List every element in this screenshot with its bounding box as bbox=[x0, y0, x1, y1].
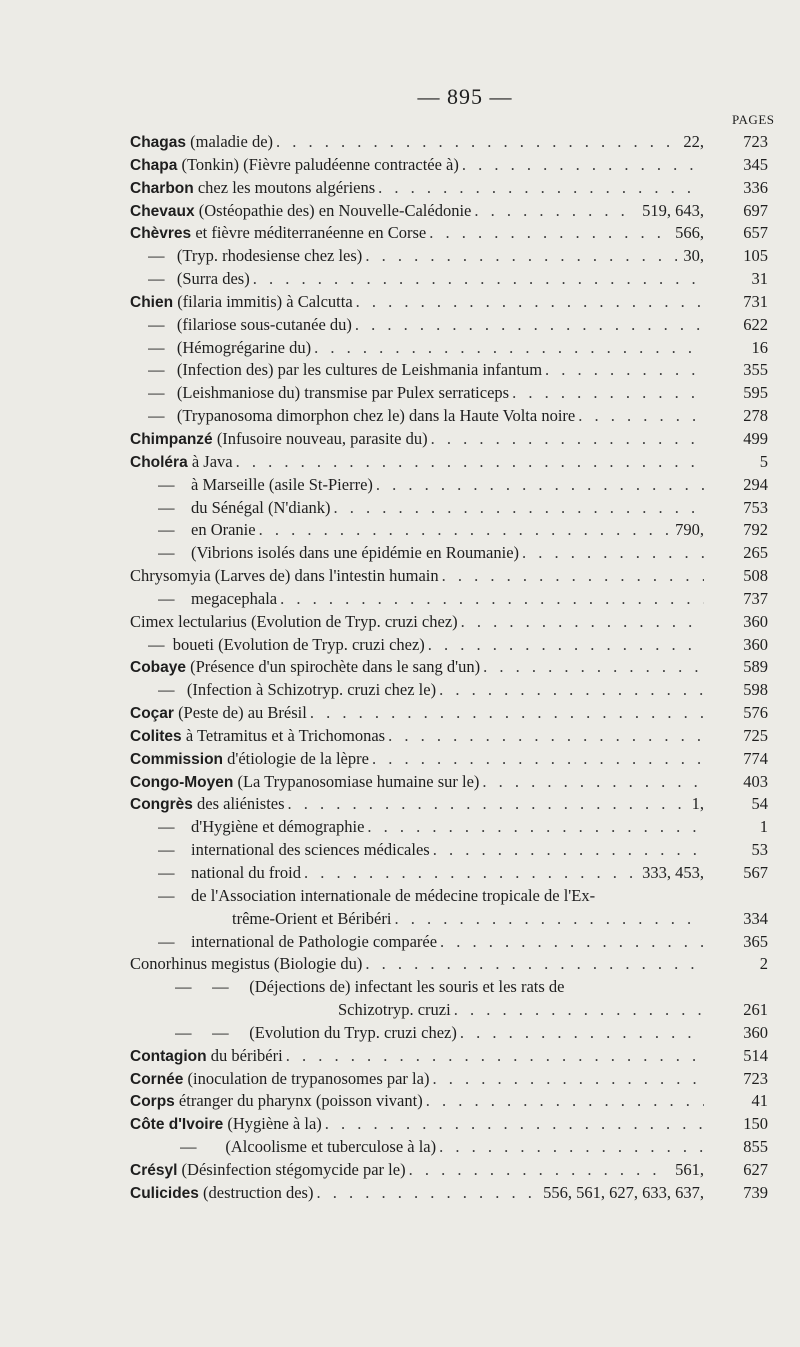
dot-leader bbox=[426, 1090, 704, 1113]
entry-text-line bbox=[175, 1022, 704, 1045]
entry-description: (Présence d'un spirochète dans le sang d'un) bbox=[186, 657, 481, 677]
entry-page-number: 53 bbox=[751, 840, 768, 860]
index-entry bbox=[0, 565, 800, 588]
entry-page-number: 261 bbox=[743, 1000, 768, 1020]
entry-description: — (Leishmaniose du) transmise par Pulex serraticeps bbox=[148, 383, 510, 403]
entry-description: (filaria immitis) à Calcutta bbox=[173, 291, 353, 311]
dot-leader bbox=[409, 1159, 704, 1182]
entry-text-line bbox=[130, 154, 704, 178]
entry-page-number: 723 bbox=[743, 132, 768, 151]
index-entry bbox=[0, 1068, 800, 1091]
entry-page-number: 105 bbox=[743, 246, 768, 266]
entry-text-line bbox=[232, 908, 704, 931]
index-entry bbox=[0, 451, 800, 474]
entry-keyword: Chèvres bbox=[130, 225, 192, 243]
entry-keyword: Charbon bbox=[130, 179, 194, 197]
index-entry bbox=[0, 519, 800, 542]
entry-description: d'étiologie de la lèpre bbox=[223, 748, 369, 768]
index-entry bbox=[0, 839, 800, 862]
entry-text-line bbox=[158, 839, 704, 862]
entry-description: — — (Evolution du Tryp. cruzi chez) bbox=[175, 1022, 457, 1042]
dot-leader bbox=[388, 725, 704, 748]
entry-description: — (Surra des) bbox=[148, 269, 250, 289]
entry-page-number: 774 bbox=[743, 748, 768, 768]
entry-references: 333, 453, bbox=[636, 862, 704, 885]
index-entry bbox=[0, 1113, 800, 1136]
entry-description: Schizotryp. cruzi bbox=[338, 1000, 451, 1020]
index-entry bbox=[0, 656, 800, 679]
entry-description: Conorhinus megistus (Biologie du) bbox=[130, 954, 363, 974]
dot-leader bbox=[428, 634, 704, 657]
index-entry bbox=[0, 588, 800, 611]
entry-page-number: 365 bbox=[743, 931, 768, 951]
dot-leader bbox=[461, 611, 704, 634]
entry-description: Cimex lectularius (Evolution de Tryp. cruzi chez) bbox=[130, 611, 458, 631]
dot-leader bbox=[280, 588, 704, 611]
entry-references: 561, bbox=[669, 1159, 704, 1182]
dot-leader bbox=[286, 1045, 704, 1068]
entry-references: 566, bbox=[669, 222, 704, 245]
entry-page-number: 334 bbox=[743, 908, 768, 928]
index-entry bbox=[0, 634, 800, 657]
entry-text-line bbox=[130, 1090, 704, 1114]
dot-leader bbox=[482, 771, 704, 794]
entry-keyword: Colites bbox=[130, 727, 182, 745]
entry-text-line bbox=[158, 497, 704, 520]
index-entry bbox=[0, 542, 800, 565]
entry-text-line bbox=[148, 405, 704, 428]
index-entry bbox=[0, 497, 800, 520]
entry-page-number: 622 bbox=[743, 314, 768, 334]
entry-text-line bbox=[158, 588, 704, 611]
index-entry bbox=[0, 382, 800, 405]
entry-text-line bbox=[130, 725, 704, 749]
entry-keyword: Chimpanzé bbox=[130, 430, 213, 448]
entry-keyword: Choléra bbox=[130, 453, 188, 471]
entry-description: — national du froid bbox=[158, 863, 301, 882]
entry-page-number: 31 bbox=[751, 269, 768, 289]
dot-leader bbox=[378, 177, 704, 200]
entry-page-number: 360 bbox=[743, 634, 768, 654]
entry-text-line bbox=[130, 565, 704, 588]
entry-description: — (filariose sous-cutanée du) bbox=[148, 314, 352, 334]
entry-page-number: 150 bbox=[743, 1114, 768, 1134]
entry-page-number: 567 bbox=[743, 863, 768, 882]
entry-page-number: 360 bbox=[743, 611, 768, 631]
entry-keyword: Crésyl bbox=[130, 1161, 178, 1179]
entry-text-line bbox=[158, 519, 704, 542]
entry-page-number: 725 bbox=[743, 725, 768, 745]
entry-page-number: 336 bbox=[743, 177, 768, 197]
entry-text-line bbox=[148, 382, 704, 405]
dot-leader bbox=[310, 702, 704, 725]
entry-keyword: Culicides bbox=[130, 1184, 199, 1202]
dot-leader bbox=[545, 359, 704, 382]
entry-page-number: 345 bbox=[743, 154, 768, 174]
index-entry bbox=[0, 1045, 800, 1068]
entry-description: (Tonkin) (Fièvre paludéenne contractée à) bbox=[177, 154, 459, 174]
entry-page-number: 278 bbox=[743, 406, 768, 426]
dot-leader bbox=[483, 656, 704, 679]
entry-text-line bbox=[130, 702, 704, 726]
index-entry bbox=[0, 359, 800, 382]
entry-text-line bbox=[158, 862, 704, 885]
index-entry bbox=[0, 748, 800, 771]
entry-references: 22, bbox=[677, 131, 704, 154]
entry-keyword: Contagion bbox=[130, 1047, 207, 1065]
entry-keyword: Corps bbox=[130, 1093, 175, 1111]
entry-description: (Hygiène à la) bbox=[223, 1114, 322, 1134]
index-entry bbox=[0, 154, 800, 177]
entry-description: des aliénistes bbox=[192, 794, 285, 814]
entry-keyword: Congo-Moyen bbox=[130, 773, 234, 791]
entry-references: 30, bbox=[677, 245, 704, 268]
index-entry bbox=[0, 245, 800, 268]
dot-leader bbox=[440, 931, 704, 954]
dot-leader bbox=[522, 542, 704, 565]
entry-description: (La Trypanosomiase humaine sur le) bbox=[233, 771, 480, 791]
entry-description: (inoculation de trypanosomes par la) bbox=[183, 1068, 430, 1088]
dot-leader bbox=[236, 451, 704, 474]
entry-page-number: 731 bbox=[743, 291, 768, 311]
dot-leader bbox=[394, 908, 704, 931]
entry-references: 1, bbox=[686, 793, 704, 816]
dot-leader bbox=[578, 405, 704, 428]
index-entry bbox=[0, 679, 800, 702]
entry-text-line bbox=[148, 268, 704, 291]
dot-leader bbox=[314, 337, 704, 360]
entry-page-number: 855 bbox=[743, 1137, 768, 1157]
entry-references: 790, bbox=[669, 519, 704, 542]
entry-text-line bbox=[338, 999, 704, 1022]
pages-column-header: PAGES bbox=[732, 112, 775, 127]
entry-description: — d'Hygiène et démographie bbox=[158, 817, 365, 837]
index-entry bbox=[0, 291, 800, 314]
entry-keyword: Cornée bbox=[130, 1070, 184, 1088]
index-entry bbox=[0, 337, 800, 360]
dot-leader bbox=[355, 314, 704, 337]
dot-leader bbox=[253, 268, 704, 291]
entry-text-line bbox=[130, 177, 704, 201]
entry-text-line bbox=[158, 816, 704, 839]
index-entry bbox=[0, 268, 800, 291]
entry-keyword: Côte d'Ivoire bbox=[130, 1116, 224, 1134]
dot-leader bbox=[442, 565, 704, 588]
dot-leader bbox=[431, 428, 704, 451]
entry-page-number: 41 bbox=[751, 1091, 768, 1111]
index-entry bbox=[0, 1022, 800, 1045]
entry-text-line bbox=[148, 314, 704, 337]
entry-keyword: Congrès bbox=[130, 796, 193, 814]
entry-text-line bbox=[158, 885, 704, 908]
entry-description: — (Infection à Schizotryp. cruzi chez le) bbox=[158, 680, 437, 700]
entry-page-number: 598 bbox=[743, 680, 768, 700]
entry-references: 519, 643, bbox=[636, 200, 704, 223]
entry-text-line bbox=[130, 793, 704, 817]
entry-description: — (Alcoolisme et tuberculose à la) bbox=[180, 1137, 437, 1157]
dot-leader bbox=[259, 519, 704, 542]
entry-page-number: 739 bbox=[743, 1182, 768, 1202]
entry-page-number: 589 bbox=[743, 657, 768, 677]
index-entry bbox=[0, 885, 800, 908]
entry-page-number: 792 bbox=[743, 520, 768, 540]
dot-leader bbox=[376, 474, 704, 497]
index-entry bbox=[0, 999, 800, 1022]
entry-text-line bbox=[130, 451, 704, 475]
entry-keyword: Chevaux bbox=[130, 202, 195, 220]
entry-page-number: 508 bbox=[743, 566, 768, 586]
index-entry bbox=[0, 862, 800, 885]
entry-keyword: Cobaye bbox=[130, 659, 186, 677]
entry-keyword: Chapa bbox=[130, 156, 178, 174]
entry-description: — de l'Association internationale de médecine tropicale de l'Ex- bbox=[158, 885, 596, 905]
page-number: — 895 — bbox=[417, 84, 513, 109]
index-entry bbox=[0, 131, 800, 154]
entry-text-line bbox=[130, 953, 704, 976]
entry-text-line bbox=[148, 359, 704, 382]
dot-leader bbox=[439, 1136, 704, 1159]
index-entry bbox=[0, 953, 800, 976]
index-entry bbox=[0, 702, 800, 725]
entry-description: (maladie de) bbox=[186, 132, 274, 151]
dot-leader bbox=[276, 131, 704, 154]
index-entry bbox=[0, 200, 800, 223]
dot-leader bbox=[429, 222, 704, 245]
entry-text-line bbox=[130, 200, 704, 224]
entry-description: (Infusoire nouveau, parasite du) bbox=[212, 428, 428, 448]
entry-description: étranger du pharynx (poisson vivant) bbox=[174, 1091, 423, 1111]
entry-page-number: 54 bbox=[751, 794, 768, 814]
entry-description: — megacephala bbox=[158, 588, 278, 608]
entry-text-line bbox=[130, 131, 704, 155]
dot-leader bbox=[334, 497, 704, 520]
entry-page-number: 265 bbox=[743, 543, 768, 563]
entry-description: Chrysomyia (Larves de) dans l'intestin humain bbox=[130, 566, 439, 586]
entry-page-number: 697 bbox=[743, 200, 768, 220]
entry-text-line bbox=[158, 679, 704, 702]
dot-leader bbox=[462, 154, 704, 177]
entry-description: à Java bbox=[187, 451, 233, 471]
entry-text-line bbox=[130, 222, 704, 246]
index-entry bbox=[0, 177, 800, 200]
index-entries bbox=[0, 131, 800, 1205]
entry-page-number: 576 bbox=[743, 703, 768, 723]
entry-text-line bbox=[130, 291, 704, 315]
entry-keyword: Commission bbox=[130, 750, 224, 768]
index-entry bbox=[0, 793, 800, 816]
entry-description: — boueti (Evolution de Tryp. cruzi chez) bbox=[148, 634, 425, 654]
entry-description: trême-Orient et Béribéri bbox=[232, 908, 392, 928]
dot-leader bbox=[325, 1113, 704, 1136]
entry-page-number: 1 bbox=[759, 817, 768, 837]
entry-page-number: 723 bbox=[743, 1068, 768, 1088]
entry-keyword: Chagas bbox=[130, 134, 186, 151]
entry-text-line bbox=[158, 542, 704, 565]
entry-description: — (Hémogrégarine du) bbox=[148, 337, 312, 357]
entry-text-line bbox=[180, 1136, 704, 1159]
entry-page-number: 627 bbox=[743, 1159, 768, 1179]
entry-description: — international des sciences médicales bbox=[158, 840, 430, 860]
entry-page-number: 753 bbox=[743, 497, 768, 517]
entry-page-number: 737 bbox=[743, 588, 768, 608]
dot-leader bbox=[512, 382, 704, 405]
entry-references: 556, 561, 627, 633, 637, bbox=[537, 1182, 704, 1205]
entry-keyword: Coçar bbox=[130, 705, 174, 723]
entry-description: à Tetramitus et à Trichomonas bbox=[181, 725, 386, 745]
dot-leader bbox=[288, 793, 704, 816]
entry-text-line bbox=[130, 771, 704, 795]
entry-page-number: 514 bbox=[743, 1045, 768, 1065]
entry-description: (Ostéopathie des) en Nouvelle-Calédonie bbox=[194, 200, 472, 220]
entry-page-number: 2 bbox=[759, 954, 768, 974]
entry-description: — (Tryp. rhodesiense chez les) bbox=[148, 246, 363, 266]
index-entry bbox=[0, 1090, 800, 1113]
entry-description: — (Vibrions isolés dans une épidémie en Roumanie) bbox=[158, 543, 520, 563]
entry-text-line bbox=[130, 748, 704, 772]
entry-page-number: 403 bbox=[743, 771, 768, 791]
entry-text-line bbox=[158, 474, 704, 497]
entry-text-line bbox=[130, 1045, 704, 1069]
entry-text-line bbox=[130, 1113, 704, 1137]
entry-text-line bbox=[148, 245, 704, 268]
index-entry bbox=[0, 816, 800, 839]
entry-page-number: 499 bbox=[743, 428, 768, 448]
entry-page-number: 657 bbox=[743, 223, 768, 243]
entry-description: (Peste de) au Brésil bbox=[173, 703, 307, 723]
dot-leader bbox=[365, 953, 704, 976]
index-entry bbox=[0, 1159, 800, 1182]
entry-text-line bbox=[130, 1159, 704, 1183]
index-entry bbox=[0, 405, 800, 428]
entry-description: — international de Pathologie comparée bbox=[158, 931, 438, 951]
entry-page-number: 355 bbox=[743, 360, 768, 380]
entry-text-line bbox=[130, 1068, 704, 1092]
entry-text-line bbox=[148, 337, 704, 360]
index-entry bbox=[0, 771, 800, 794]
index-entry bbox=[0, 931, 800, 954]
index-entry bbox=[0, 474, 800, 497]
dot-leader bbox=[365, 245, 704, 268]
index-entry bbox=[0, 976, 800, 999]
dot-leader bbox=[372, 748, 704, 771]
entry-description: (destruction des) bbox=[198, 1182, 314, 1202]
dot-leader bbox=[460, 1022, 704, 1045]
index-entry bbox=[0, 428, 800, 451]
entry-page-number: 5 bbox=[759, 451, 768, 471]
entry-text-line bbox=[130, 611, 704, 634]
entry-page-number: 16 bbox=[751, 337, 768, 357]
entry-description: — du Sénégal (N'diank) bbox=[158, 497, 331, 517]
index-entry bbox=[0, 908, 800, 931]
entry-text-line bbox=[130, 428, 704, 452]
entry-text-line bbox=[130, 656, 704, 680]
dot-leader bbox=[432, 1068, 704, 1091]
dot-leader bbox=[367, 816, 704, 839]
index-entry bbox=[0, 1182, 800, 1205]
dot-leader bbox=[439, 679, 704, 702]
entry-description: — (Trypanosoma dimorphon chez le) dans la Haute Volta noire bbox=[148, 406, 576, 426]
entry-page-number: 595 bbox=[743, 383, 768, 403]
entry-description: et fièvre méditerranéenne en Corse bbox=[191, 223, 427, 243]
entry-description: — (Infection des) par les cultures de Leishmania infantum bbox=[148, 360, 543, 380]
entry-keyword: Chien bbox=[130, 293, 174, 311]
dot-leader bbox=[356, 291, 704, 314]
index-entry bbox=[0, 1136, 800, 1159]
entry-description: chez les moutons algériens bbox=[193, 177, 376, 197]
entry-page-number: 294 bbox=[743, 474, 768, 494]
entry-text-line bbox=[158, 931, 704, 954]
index-entry bbox=[0, 222, 800, 245]
entry-description: du béribéri bbox=[206, 1045, 283, 1065]
dot-leader bbox=[454, 999, 704, 1022]
entry-description: — — (Déjections de) infectant les souris et les rats de bbox=[175, 977, 565, 997]
dot-leader bbox=[433, 839, 704, 862]
entry-description: (Désinfection stégomycide par le) bbox=[177, 1159, 406, 1179]
entry-description: — en Oranie bbox=[158, 520, 256, 540]
entry-text-line bbox=[175, 976, 704, 999]
index-entry bbox=[0, 611, 800, 634]
entry-text-line bbox=[148, 634, 704, 657]
entry-page-number: 360 bbox=[743, 1022, 768, 1042]
index-entry bbox=[0, 314, 800, 337]
entry-description: — à Marseille (asile St-Pierre) bbox=[158, 474, 373, 494]
index-entry bbox=[0, 725, 800, 748]
